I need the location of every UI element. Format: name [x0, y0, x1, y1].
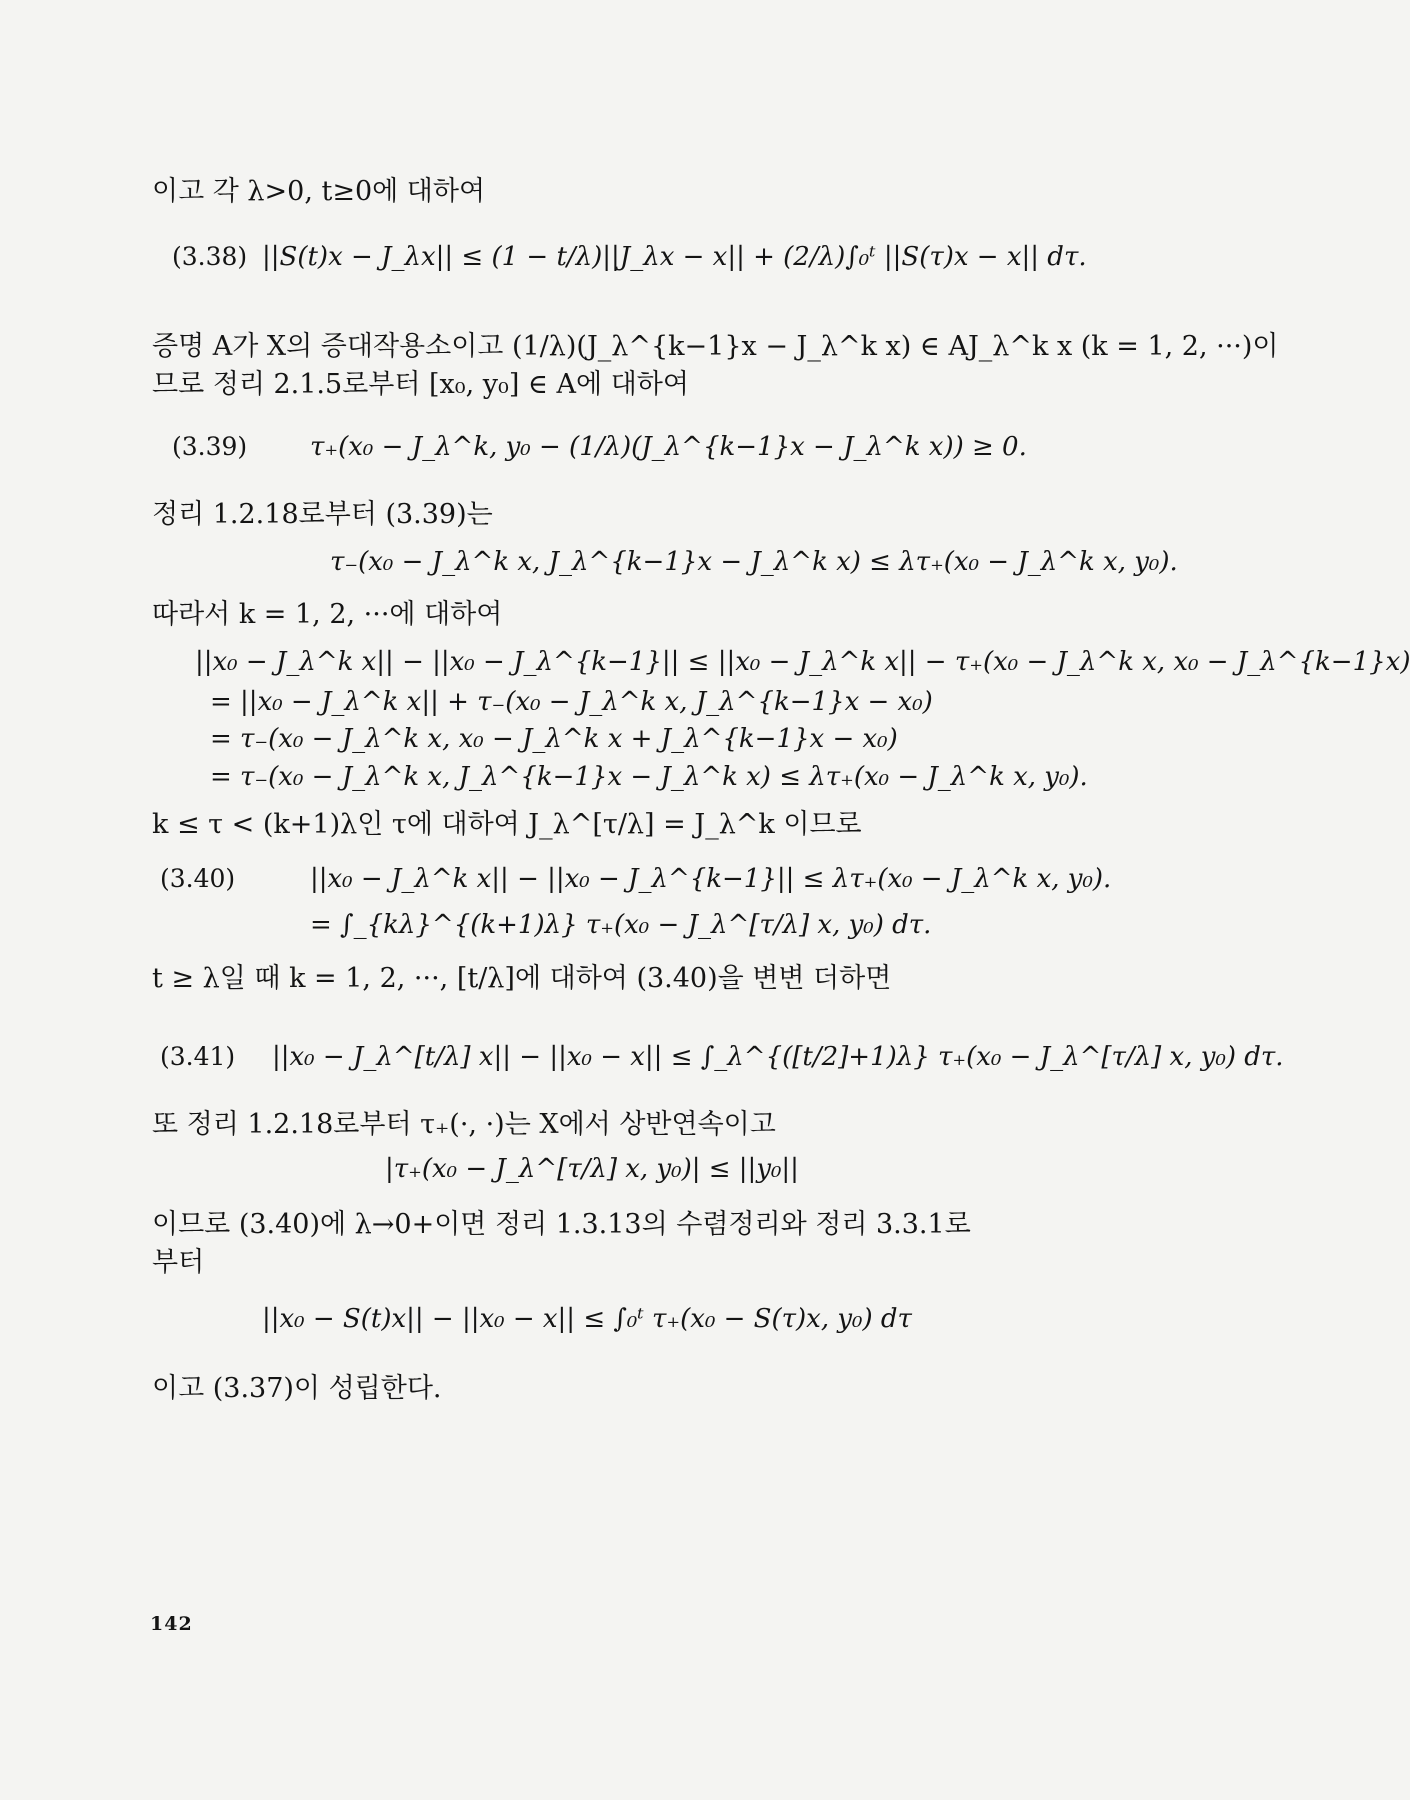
text-line-8: 이므로 (3.40)에 λ→0+이면 정리 1.3.13의 수렴정리와 정리 3.3.1로 — [152, 1209, 971, 1240]
text-line-5: k ≤ τ < (k+1)λ인 τ에 대하여 J_λ^[τ/λ] = J_λ^k 이므로 — [152, 809, 862, 840]
text-line-7: 또 정리 1.2.18로부터 τ₊(·, ·)는 X에서 상반연속이고 — [152, 1109, 776, 1140]
derivation-line-1: ||x₀ − J_λ^k x|| − ||x₀ − J_λ^{k−1}|| ≤ ||x₀ − J_λ^k x|| − τ₊(x₀ − J_λ^k x, x₀ − J_λ^{k−1}x) — [195, 647, 1410, 677]
proof-line-2: 므로 정리 2.1.5로부터 [x₀, y₀] ∈ A에 대하여 — [152, 369, 689, 400]
equation-3-39: τ₊(x₀ − J_λ^k, y₀ − (1/λ)(J_λ^{k−1}x − J_λ^k x)) ≥ 0. — [310, 432, 1027, 462]
text-line-4: 따라서 k = 1, 2, ···에 대하여 — [152, 599, 503, 630]
equation-number-3-38: (3.38) — [172, 242, 248, 271]
equation-3-41: ||x₀ − J_λ^[t/λ] x|| − ||x₀ − x|| ≤ ∫_λ^{([t/2]+1)λ} τ₊(x₀ − J_λ^[τ/λ] x, y₀) dτ. — [272, 1042, 1284, 1072]
inequality-d: ||x₀ − S(t)x|| − ||x₀ − x|| ≤ ∫₀ᵗ τ₊(x₀ − S(τ)x, y₀) dτ — [262, 1304, 912, 1334]
derivation-line-4: = τ₋(x₀ − J_λ^k x, J_λ^{k−1}x − J_λ^k x) ≤ λτ₊(x₀ − J_λ^k x, y₀). — [210, 762, 1088, 792]
page-number: 142 — [150, 1613, 193, 1635]
equation-3-40-line-1: ||x₀ − J_λ^k x|| − ||x₀ − J_λ^{k−1}|| ≤ λτ₊(x₀ − J_λ^k x, y₀). — [310, 864, 1112, 894]
text-line-1: 이고 각 λ>0, t≥0에 대하여 — [152, 176, 486, 207]
equation-3-38: ||S(t)x − J_λx|| ≤ (1 − t/λ)||J_λx − x|| + (2/λ)∫₀ᵗ ||S(τ)x − x|| dτ. — [262, 242, 1087, 272]
equation-number-3-40: (3.40) — [160, 864, 236, 893]
equation-3-40-line-2: = ∫_{kλ}^{(k+1)λ} τ₊(x₀ − J_λ^[τ/λ] x, y₀) dτ. — [310, 910, 932, 940]
text-line-3: 정리 1.2.18로부터 (3.39)는 — [152, 499, 493, 530]
proof-line-1: 증명 A가 X의 증대작용소이고 (1/λ)(J_λ^{k−1}x − J_λ^k x) ∈ AJ_λ^k x (k = 1, 2, ···)이 — [152, 331, 1279, 362]
inequality-c: |τ₊(x₀ − J_λ^[τ/λ] x, y₀)| ≤ ||y₀|| — [385, 1154, 799, 1184]
text-line-9: 부터 — [152, 1247, 205, 1278]
inequality-a: τ₋(x₀ − J_λ^k x, J_λ^{k−1}x − J_λ^k x) ≤ λτ₊(x₀ − J_λ^k x, y₀). — [330, 547, 1178, 577]
equation-number-3-41: (3.41) — [160, 1042, 236, 1071]
derivation-line-3: = τ₋(x₀ − J_λ^k x, x₀ − J_λ^k x + J_λ^{k−1}x − x₀) — [210, 724, 898, 754]
derivation-line-2: = ||x₀ − J_λ^k x|| + τ₋(x₀ − J_λ^k x, J_λ^{k−1}x − x₀) — [210, 687, 933, 717]
equation-number-3-39: (3.39) — [172, 432, 248, 461]
text-line-6: t ≥ λ일 때 k = 1, 2, ···, [t/λ]에 대하여 (3.40)을 변변 더하면 — [152, 963, 892, 994]
text-line-10: 이고 (3.37)이 성립한다. — [152, 1373, 442, 1404]
